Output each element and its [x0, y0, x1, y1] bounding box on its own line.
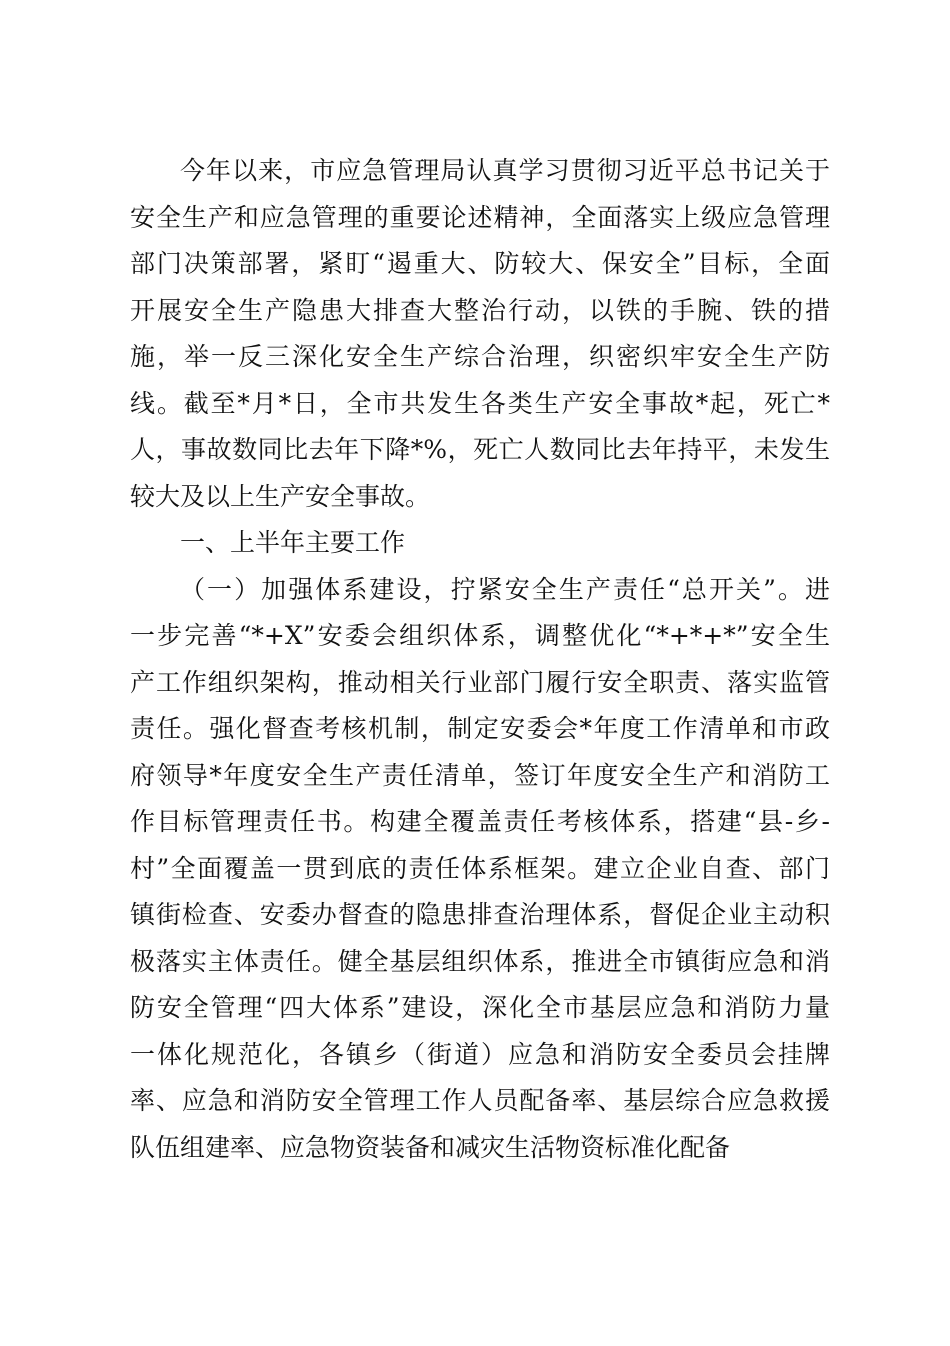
paragraph-2-line: 作目标管理责任书。构建全覆盖责任考核体系，搭建“县-乡-	[130, 807, 830, 836]
paragraph-1-line: 线。截至*月*日，全市共发生各类生产安全事故*起，死亡*	[130, 388, 830, 418]
paragraph-2-line: 府领导*年度安全生产责任清单，签订年度安全生产和消防工	[130, 760, 830, 790]
paragraph-2-line: 防安全管理“四大体系”建设，深化全市基层应急和消防力量	[130, 993, 830, 1022]
paragraph-2-line: 极落实主体责任。健全基层组织体系，推进全市镇街应急和消	[130, 946, 830, 976]
paragraph-2-line: 责任。强化督查考核机制，制定安委会*年度工作清单和市政	[130, 714, 830, 743]
paragraph-2-line: 率、应急和消防安全管理工作人员配备率、基层综合应急救援	[130, 1086, 830, 1115]
paragraph-2-line: 镇街检查、安委办督查的隐患排查治理体系，督促企业主动积	[130, 900, 830, 929]
paragraph-2-line: 队伍组建率、应急物资装备和减灾生活物资标准化配备	[130, 1132, 731, 1162]
paragraph-2-line: 产工作组织架构，推动相关行业部门履行安全职责、落实监管	[130, 667, 830, 697]
paragraph-1-line: 人，事故数同比去年下降*%，死亡人数同比去年持平，未发生	[130, 435, 830, 464]
paragraph-1-line: 施，举一反三深化安全生产综合治理，织密织牢安全生产防	[130, 342, 830, 371]
paragraph-2-line: 一步完善“*+X”安委会组织体系，调整优化“*+*+*”安全生	[130, 621, 830, 650]
paragraph-1-line: 较大及以上生产安全事故。	[130, 481, 431, 511]
paragraph-2-line: 村”全面覆盖一贯到底的责任体系框架。建立企业自查、部门	[130, 853, 830, 883]
paragraph-1-line: 今年以来，市应急管理局认真学习贯彻习近平总书记关于	[180, 156, 830, 185]
document-body	[130, 148, 830, 1171]
paragraph-1-line: 安全生产和应急管理的重要论述精神，全面落实上级应急管理	[130, 202, 830, 232]
paragraph-1-line: 部门决策部署，紧盯“遏重大、防较大、保安全”目标，全面	[130, 249, 830, 278]
section-heading: 一、上半年主要工作	[180, 528, 406, 557]
paragraph-1-line: 开展安全生产隐患大排查大整治行动，以铁的手腕、铁的措	[130, 295, 830, 325]
paragraph-2-line: 一体化规范化，各镇乡（街道）应急和消防安全委员会挂牌	[130, 1039, 830, 1069]
paragraph-2-line: （一）加强体系建设，拧紧安全生产责任“总开关”。进	[180, 574, 830, 604]
